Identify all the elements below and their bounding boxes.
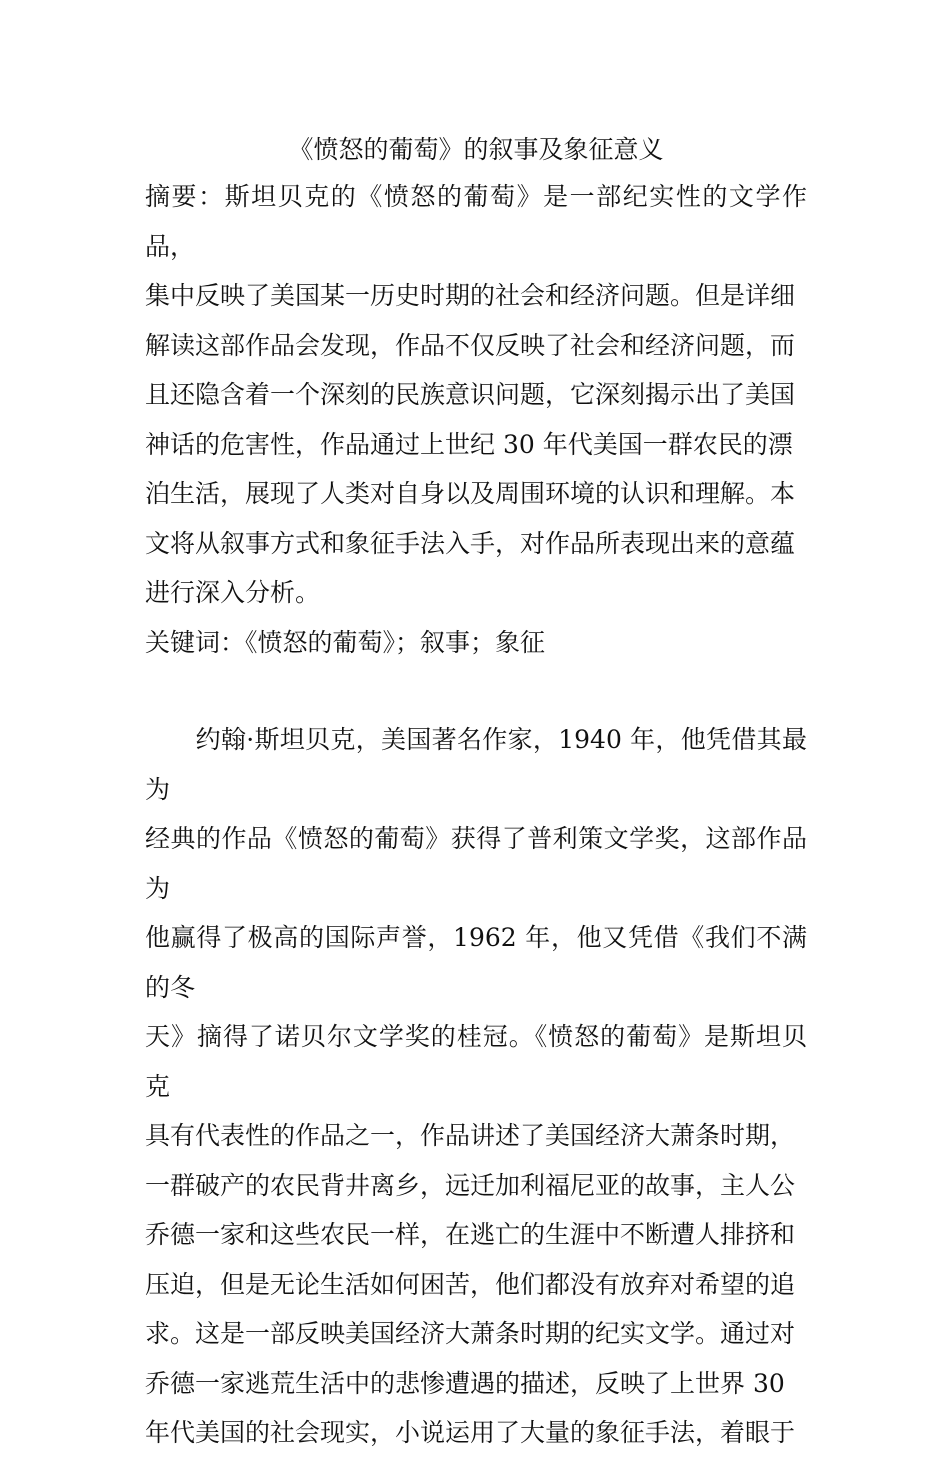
abstract-paragraph: 摘要：斯坦贝克的《愤怒的葡萄》是一部纪实性的文学作品， 集中反映了美国某一历史时期的社会和经济问题。但是详细 解读这部作品会发现，作品不仅反映了社会和经济问题，而 且还隐含着一个深刻的民族意识问题，它深刻揭示出了美国 神话的危害性，作品通过上世纪 30 年代美国一群农民的漂 泊生活，展现了人类对自身以及周围环境的认识和理解。本 文将从叙事方式和象征手法入手，对作品所表现出来的意蕴 进行深入分析。 [145,182,807,607]
keywords-line: 关键词：《愤怒的葡萄》；叙事；象征 [145,627,546,657]
body-paragraph: 约翰·斯坦贝克，美国著名作家，1940 年，他凭借其最为 经典的作品《愤怒的葡萄》获得了普利策文学奖，这部作品为 他赢得了极高的国际声誉，1962 年，他又凭借《我们不满的冬 天》摘得了诺贝尔文学奖的桂冠。《愤怒的葡萄》是斯坦贝克 具有代表性的作品之一，作品讲述了美国经济大萧条时期， 一群破产的农民背井离乡，远迁加利福尼亚的故事，主人公 乔德一家和这些农民一样，在逃亡的生涯中不断遭人排挤和 压迫，但是无论生活如何困苦，他们都没有放弃对希望的追 求。这是一部反映美国经济大萧条时期的纪实文学。通过对 乔德一家逃荒生活中的悲惨遭遇的描述，反映了上世界 30 年代美国的社会现实，小说运用了大量的象征手法，着眼于 [145,725,807,1447]
document-title: 《愤怒的葡萄》的叙事及象征意义 [288,135,664,164]
document-page [145,128,807,1458]
